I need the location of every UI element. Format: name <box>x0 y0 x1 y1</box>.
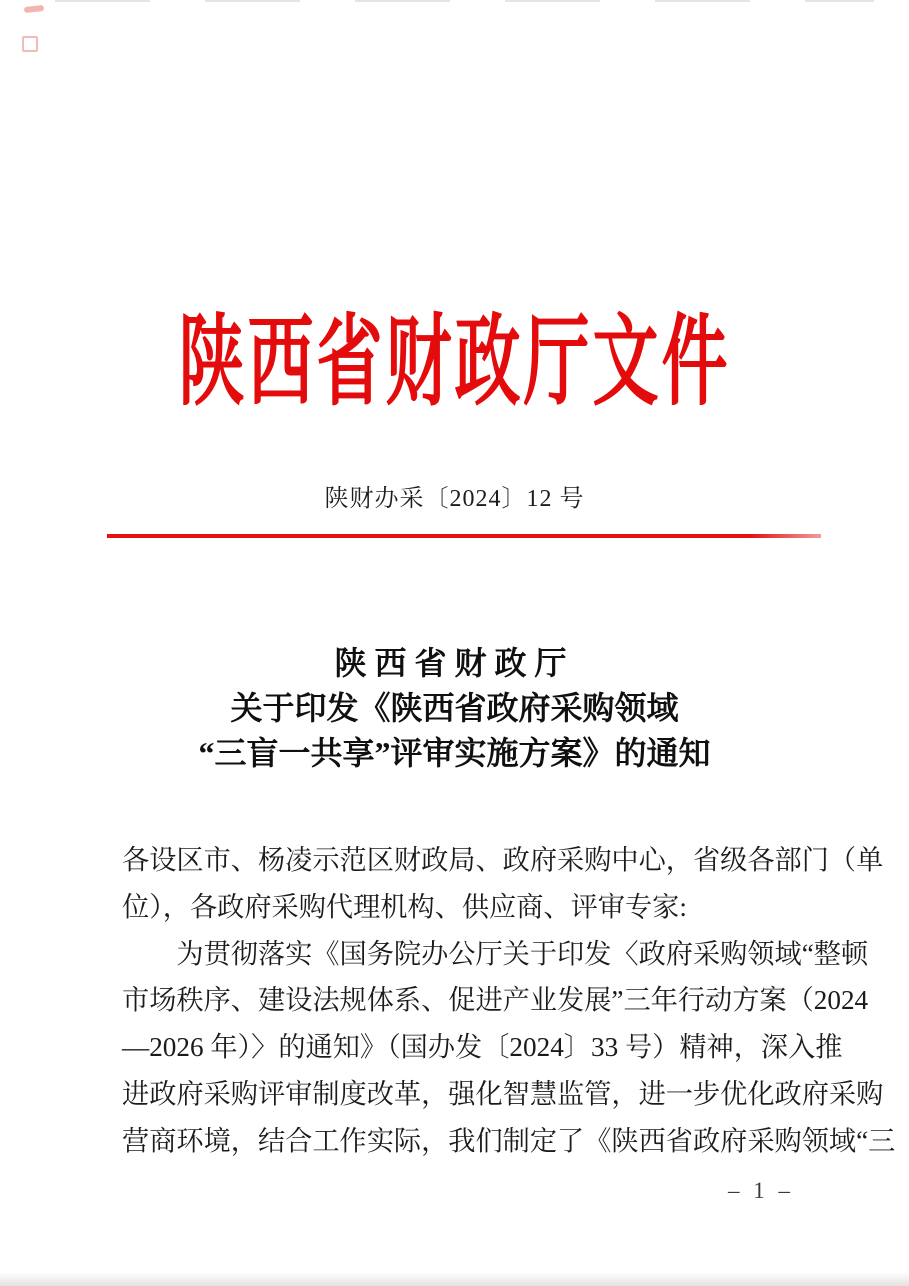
body-line: 进政府采购评审制度改革，强化智慧监管，进一步优化政府采购 <box>122 1078 884 1109</box>
body-line: 市场秩序、建设法规体系、促进产业发展”三年行动方案（2024 <box>122 985 869 1016</box>
body-line: 位），各政府采购代理机构、供应商、评审专家: <box>122 891 687 922</box>
document-title <box>0 641 909 776</box>
body-line: 营商环境，结合工作实际，我们制定了《陕西省政府采购领域“三 <box>122 1125 896 1156</box>
document-title-line: 关于印发《陕西省政府采购领域 <box>230 690 679 726</box>
scan-artifact-red-mark <box>24 5 45 13</box>
scan-artifact-bottom-band <box>0 1272 909 1286</box>
document-body <box>122 837 896 1165</box>
scan-artifact-top-streak <box>55 0 874 2</box>
page-number: – 1 – <box>728 1178 794 1203</box>
document-number: 陕财办采〔2024〕12 号 <box>324 486 585 512</box>
org-banner-title: 陕西省财政厅文件 <box>178 308 731 418</box>
body-line: 各设区市、杨凌示范区财政局、政府采购中心，省级各部门（单 <box>122 845 884 875</box>
body-line: 为贯彻落实《国务院办公厅关于印发〈政府采购领域“整顿 <box>176 938 869 969</box>
document-title-line: 陕西省财政厅 <box>334 645 575 681</box>
document-title-line: “三盲一共享”评审实施方案》的通知 <box>198 735 711 771</box>
scan-artifact-red-mark <box>22 36 38 52</box>
red-divider-rule <box>107 534 821 538</box>
body-line: —2026 年）〉的通知》（国办发〔2024〕33 号）精神，深入推 <box>122 1032 843 1063</box>
